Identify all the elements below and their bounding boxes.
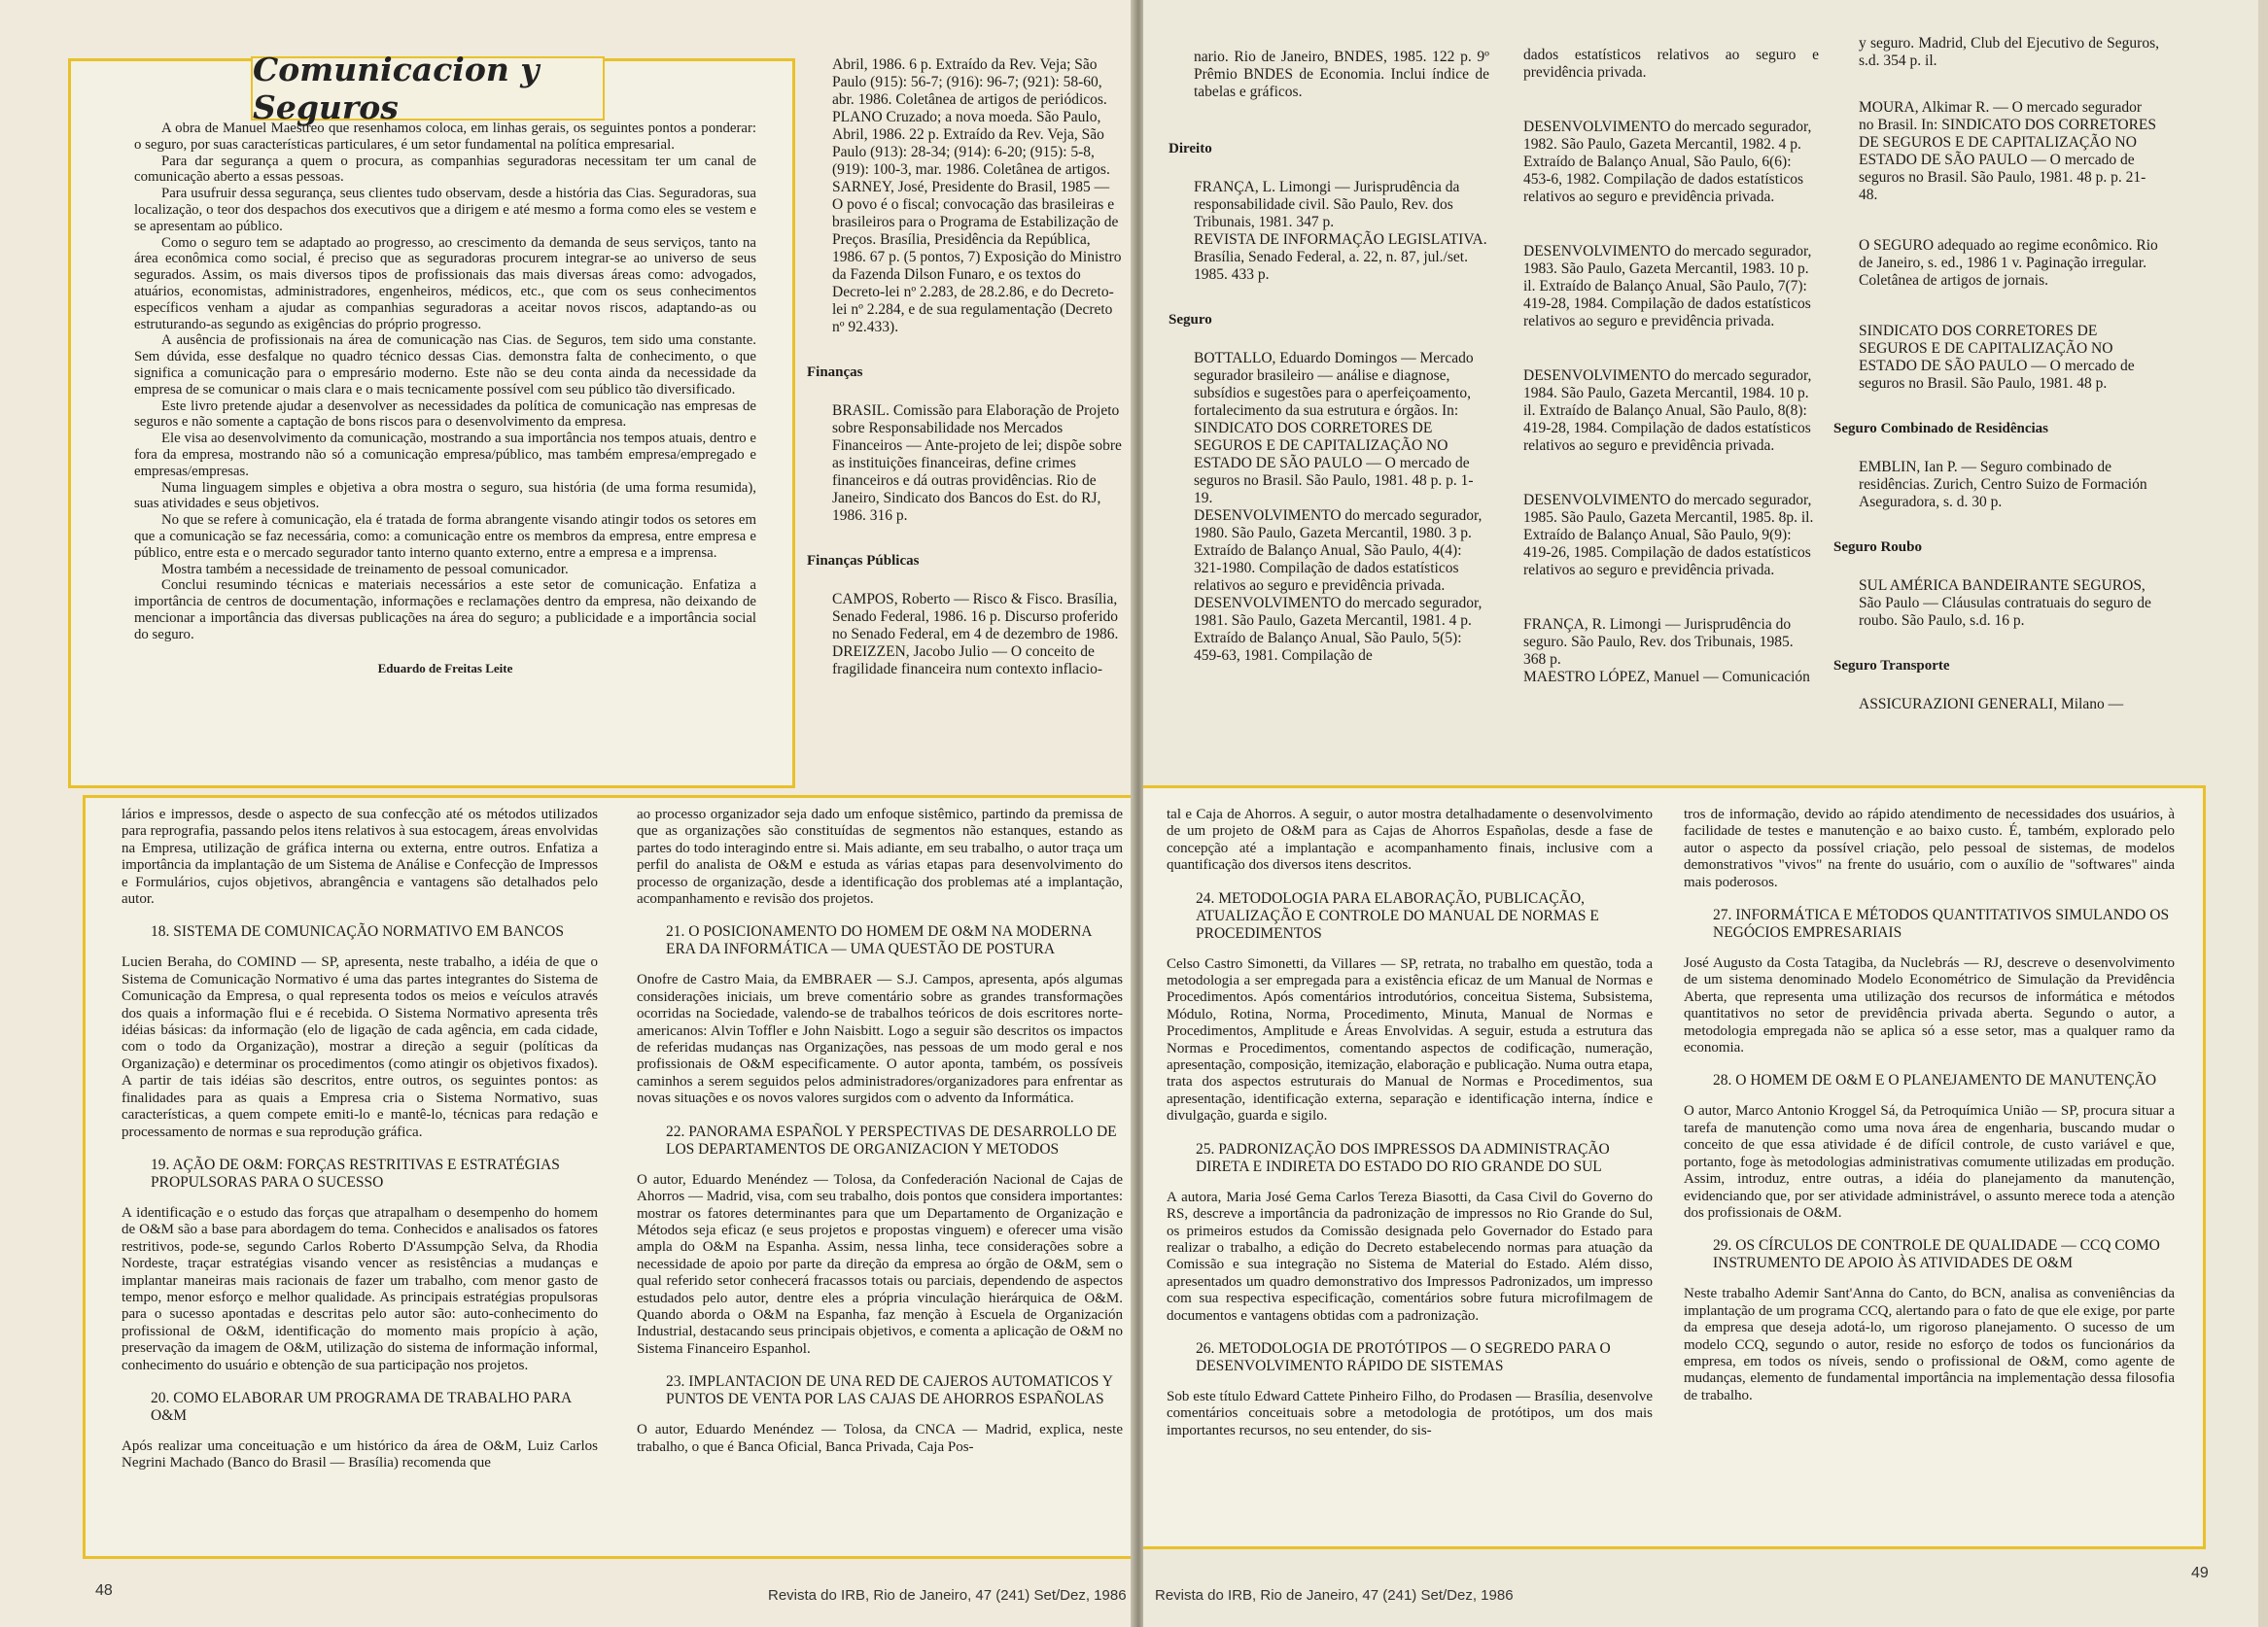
abstract-text: tros de informação, devido ao rápido atendimento de necessidades dos usuários, à facilidade de testes e manutenção e ao baixo custo. É, também, explorado pelo autor o aspecto da possível criação, pelo pessoal de sistemas, de modelos demonstrativos "vivos" na frente do usuário, com o auxílio de "softwares" ainda mais poderosos.: [1684, 807, 2175, 890]
abstract-heading: 19. AÇÃO DE O&M: FORÇAS RESTRITIVAS E ESTRATÉGIAS PROPULSORAS PARA O SUCESSO: [151, 1156, 560, 1191]
biblio-entry: DESENVOLVIMENTO do mercado segurador, 1983. São Paulo, Gazeta Mercantil, 1983. 10 p. il. Extraído de Balanço Anual, São Paulo, 7(7): 419-28, 1984. Compilação de dados estatísticos relativos ao seguro e previdência privada.: [1523, 243, 1812, 329]
review-title: Comunicacion y Seguros: [251, 56, 605, 121]
abstract-heading: 25. PADRONIZAÇÃO DOS IMPRESSOS DA ADMINISTRAÇÃO DIRETA E INDIRETA DO ESTADO DO RIO GRANDE DO SUL: [1196, 1140, 1610, 1175]
abstract-heading: 24. METODOLOGIA PARA ELABORAÇÃO, PUBLICAÇÃO, ATUALIZAÇÃO E CONTROLE DO MANUAL DE NORMAS E PROCEDIMENTOS: [1196, 889, 1599, 942]
biblio-entry: CAMPOS, Roberto — Risco & Fisco. Brasília, Senado Federal, 1986. 16 p. Discurso proferido no Senado Federal, em 4 de dezembro de 1986.: [832, 591, 1119, 642]
page-footer: Revista do IRB, Rio de Janeiro, 47 (241) Set/Dez, 1986: [768, 1587, 1127, 1604]
abstract-text: Onofre de Castro Maia, da EMBRAER — S.J. Campos, apresenta, após algumas considerações iniciais, um breve comentário sobre as grandes transformações ocorridas na Sociedade, valendo-se de trabalhos teóricos de dois escritores norte-americanos: Alvin Toffler e John Naisbitt. Logo a seguir são descritos os impactos de referidas mudanças nas Organizações, nas pessoas de um modo geral e nos profissionais de O&M especificamente. O autor aponta, também, os possíveis caminhos a serem seguidos pelos administradores/organizadores para enfrentar as novas situações e os novos valores surgidos com o advento da Informática.: [637, 972, 1123, 1107]
biblio-entry: FRANÇA, L. Limongi — Jurisprudência da responsabilidade civil. São Paulo, Rev. dos Tribunais, 1981. 347 p.: [1194, 179, 1460, 230]
abstract-text: O autor, Marco Antonio Kroggel Sá, da Petroquímica União — SP, procura situar a tarefa de manutenção como uma nova área de engenharia, buscando mudar o conceito de que essa atividade é de difícil controle, de custo variável e que, portanto, foge às metodologias administrativas comumente utilizadas em produção. Assim, introduz, entre outras, a idéia do planejamento da manutenção, evidenciando que, por ser atividade administrável, o assunto merece toda a atenção dos profissionais de O&M.: [1684, 1103, 2175, 1221]
biblio-entry: DESENVOLVIMENTO do mercado segurador, 1984. São Paulo, Gazeta Mercantil, 1984. 10 p. il. Extraído de Balanço Anual, São Paulo, 8(8): 419-28, 1984. Compilação de dados estatísticos relativos ao seguro e previdência privada.: [1523, 367, 1812, 454]
review-paragraph: No que se refere à comunicação, ela é tratada de forma abrangente visando atingir todos os setores em que a comunicação se faz necessária, como: a comunicação entre os membros da empresa, entre empresa e público, entre esta e o mercado segurador tanto interno quanto externo, entre a empresa e a imprensa.: [134, 512, 756, 561]
biblio-entry: O SEGURO adequado ao regime econômico. Rio de Janeiro, s. ed., 1986 1 v. Paginação irregular. Coletânea de artigos de jornais.: [1859, 237, 2158, 289]
biblio-entry: DREIZZEN, Jacobo Julio — O conceito de fragilidade financeira num contexto inflacio-: [832, 643, 1103, 677]
abstract-text: ao processo organizador seja dado um enfoque sistêmico, partindo da premissa de que as organizações são constituídas de segmentos não estanques, estando as partes do todo interagindo entre si. Mais adiante, em seu trabalho, o autor traça um perfil do analista de O&M e estuda as várias etapas para desenvolvimento do processo de organização, desde a identificação dos problemas até a implantação, acompanhamento e revisão dos projetos.: [637, 807, 1123, 908]
abstracts-column: [637, 807, 1123, 1545]
abstract-heading: 26. METODOLOGIA DE PROTÓTIPOS — O SEGREDO PARA O DESENVOLVIMENTO RÁPIDO DE SISTEMAS: [1196, 1339, 1611, 1374]
biblio-entry: ASSICURAZIONI GENERALI, Milano —: [1859, 696, 2124, 712]
biblio-entry: FRANÇA, R. Limongi — Jurisprudência do seguro. São Paulo, Rev. dos Tribunais, 1985. 368 p.: [1523, 616, 1794, 668]
abstract-text: José Augusto da Costa Tatagiba, da Nuclebrás — RJ, descreve o desenvolvimento de um sistema denominado Modelo Econométrico de Simulação da Previdência Aberta, que representa uma utilização dos recursos de informática e métodos quantitativos no setor de previdência privada aberta. Segundo o autor, a metodologia empregada não se aplica só a esse setor, mas a qualquer ramo da economia.: [1684, 955, 2175, 1056]
abstract-text: tal e Caja de Ahorros. A seguir, o autor mostra detalhadamente o desenvolvimento de um projeto de O&M para as Cajas de Ahorros Españolas, desde a fase de concepção até a implantação e acompanhamento finais, inclusive com a quantificação dos diversos itens descritos.: [1167, 807, 1653, 874]
page-footer: Revista do IRB, Rio de Janeiro, 47 (241) Set/Dez, 1986: [1155, 1587, 1514, 1604]
abstract-text: A autora, Maria José Gema Carlos Tereza Biasotti, da Casa Civil do Governo do RS, descreve a importância da padronização de impressos no Rio Grande do Sul, os primeiros estudos da Comissão designada pelo Governador do Estado para realizar o trabalho, a edição do Decreto estabelecendo normas para atuação da Comissão e sua integração no Sistema de Material do Estado. Além disso, apresentados um quadro demonstrativo dos Impressos Padronizados, um impresso com sua respectiva especificação, comentários sobre futura microfilmagem de documentos e vantagens obtidas com a padronização.: [1167, 1189, 1653, 1324]
abstract-heading: 27. INFORMÁTICA E MÉTODOS QUANTITATIVOS SIMULANDO OS NEGÓCIOS EMPRESARIAIS: [1713, 907, 2170, 942]
biblio-entry: SINDICATO DOS CORRETORES DE SEGUROS E DE CAPITALIZAÇÃO NO ESTADO DE SÃO PAULO — O mercado de seguros no Brasil. São Paulo, 1981. 48 p.: [1859, 323, 2135, 392]
abstract-text: Celso Castro Simonetti, da Villares — SP, retrata, no trabalho em questão, toda a metodologia a ser empregada para a existência eficaz de um Manual de Normas e Procedimentos. Após comentários introdutórios, conceitua Sistema, Subsistema, Módulo, Rotina, Norma, Procedimento, Minuta, Manual de Normas e Procedimentos, Amplitude e Áreas Envolvidas. A seguir, estuda a estrutura das Normas e Procedimentos, comentando aspectos de codificação, numeração, apresentação, composição, itemização, elaboração e publicação. Numa outra etapa, trata dos aspectos estruturais do Manual de Normas e Procedimentos, sua apresentação, identificação externa, separação e identificação interna, índice e divulgação, guarda e sigilo.: [1167, 955, 1653, 1125]
biblio-entry: PLANO Cruzado; a nova moeda. São Paulo, Abril, 1986. 22 p. Extraído da Rev. Veja, São Paulo (913): 28-34; (914): 6-20; (915): 5-8, (919): 100-3, mar. 1986. Coletânea de artigos.: [832, 109, 1110, 178]
section-heading: Finanças Públicas: [807, 553, 920, 569]
abstract-heading: 22. PANORAMA ESPAÑOL Y PERSPECTIVAS DE DESARROLLO DE LOS DEPARTAMENTOS DE ORGANIZACION Y METODOS: [666, 1123, 1117, 1158]
abstract-text: Lucien Beraha, do COMIND — SP, apresenta, neste trabalho, a idéia de que o Sistema de Comunicação Normativo é uma das partes integrantes do Sistema de Comunicação da Empresa, o qual representa todos os meios e veículos através dos quais a informação flui e é recebida. O Sistema Normativo apresenta três idéias básicas: da informação (elo de ligação de cada agência, em cada cidade, com o todo da Organização), mostrar a direção a seguir (políticas da Organização) e determinar os procedimentos (como atingir os objetivos fixados). A partir de tais idéias são descritos, entre outros, os seguintes pontos: as finalidades para as quais a Empresa cria o Sistema Normativo, suas características, a quem compete emiti-lo e mantê-lo, técnicas para redação e processamento de normas e sua reprodução gráfica.: [122, 954, 598, 1140]
section-heading: Seguro Roubo: [1833, 539, 1922, 555]
abstract-heading: 18. SISTEMA DE COMUNICAÇÃO NORMATIVO EM BANCOS: [151, 923, 564, 941]
biblio-entry: DESENVOLVIMENTO do mercado segurador, 1981. São Paulo, Gazeta Mercantil, 1981. 4 p. Extraído de Balanço Anual, São Paulo, 5(5): 459-63, 1981. Compilação de: [1194, 595, 1483, 664]
bibliography-column: [1169, 49, 1489, 787]
biblio-entry: Abril, 1986. 6 p. Extraído da Rev. Veja; São Paulo (915): 56-7; (916): 96-7; (921): 58-60, abr. 1986. Coletânea de artigos de periódicos.: [832, 56, 1107, 108]
review-paragraph: Numa linguagem simples e objetiva a obra mostra o seguro, sua história (de uma forma resumida), suas atividades e seus objetivos.: [134, 479, 756, 512]
review-paragraph: A ausência de profissionais na área de comunicação nas Cias. de Seguros, tem sido uma constante. Sem dúvida, esse desfalque no quadro técnico dessas Cias. demonstra falta de conhecimento, o que significa a comunicação para o empresário moderno. Este não se deu conta ainda da necessidade da empresa de se comunicar o mais clara e o mais tecnicamente possível com seu público tão diversificado.: [134, 332, 756, 398]
biblio-entry: EMBLIN, Ian P. — Seguro combinado de residências. Zurich, Centro Suizo de Formación Aseguradora, s. d. 30 p.: [1859, 459, 2147, 510]
abstract-heading: 29. OS CÍRCULOS DE CONTROLE DE QUALIDADE — CCQ COMO INSTRUMENTO DE APOIO ÀS ATIVIDADES DE O&M: [1713, 1237, 2160, 1272]
abstract-text: Neste trabalho Ademir Sant'Anna do Canto, do BCN, analisa as conveniências da implantação de um programa CCQ, alertando para o fato de que ele exige, por parte da empresa que deseja adotá-lo, um rigoroso planejamento. O sucesso de um modelo CCQ, segundo o autor, reside no esforço de todos os funcionários da empresa, em todos os níveis, sendo o profissional de O&M, como agente de mudanças, elemento de fundamental importância na implementação dessa filosofia de trabalho.: [1684, 1286, 2175, 1403]
bibliography-column: [1498, 47, 1819, 787]
review-paragraph: Como o seguro tem se adaptado ao progresso, ao crescimento da demanda de seus serviços, tanto na área econômica como social, é preciso que as seguradoras procurem integrar-se ao universo de seus segurados. Assim, os mais diversos tipos de profissionais das mais diversas áreas como: advogados, atuários, economistas, administradores, engenheiros, médicos, etc., que com os seus conhecimentos específicos venham a ajudar as companhias seguradoras a aceitar novos riscos, adaptando-as ou estruturando-as segundo as exigências do próprio progresso.: [134, 234, 756, 332]
biblio-entry: y seguro. Madrid, Club del Ejecutivo de Seguros, s.d. 354 p. il.: [1859, 35, 2159, 69]
abstract-heading: 23. IMPLANTACION DE UNA RED DE CAJEROS AUTOMATICOS Y PUNTOS DE VENTA POR LAS CAJAS DE AHORROS ESPAÑOLAS: [666, 1373, 1113, 1408]
biblio-entry: DESENVOLVIMENTO do mercado segurador, 1980. São Paulo, Gazeta Mercantil, 1980. 3 p. Extraído de Balanço Anual, São Paulo, 4(4): 321-1980. Compilação de dados estatísticos relativos ao seguro e previdência privada.: [1194, 507, 1483, 594]
biblio-entry: DESENVOLVIMENTO do mercado segurador, 1982. São Paulo, Gazeta Mercantil, 1982. 4 p. Extraído de Balanço Anual, São Paulo, 6(6): 453-6, 1982. Compilação de dados estatísticos relativos ao seguro e previdência privada.: [1523, 119, 1812, 205]
bibliography-column: [1833, 35, 2159, 787]
review-paragraph: Ele visa ao desenvolvimento da comunicação, mostrando a sua importância nos tempos atuais, dentro e fora da empresa, mostrando não só a comunicação empresa/público, mas também empresa/empregado e empresas/empresas.: [134, 431, 756, 479]
review-text: [134, 121, 756, 781]
review-paragraph: Conclui resumindo técnicas e materiais necessários a este setor de comunicação. Enfatiza a importância de centros de documentação, informações e reclamações dentro da empresa, não deixando de mencionar a importância das diversas publicações na área do seguro; a publicidade e a importância social do seguro.: [134, 577, 756, 642]
biblio-entry: BOTTALLO, Eduardo Domingos — Mercado segurador brasileiro — análise e diagnose, subsídios e sugestões para o aperfeiçoamento, fortalecimento da sua estrutura e órgãos. In: SINDICATO DOS CORRETORES DE SEGUROS E DE CAPITALIZAÇÃO NO ESTADO DE SÃO PAULO — O mercado de seguros no Brasil. São Paulo, 1981. 48 p. p. 1-19.: [1194, 350, 1474, 506]
abstracts-column: [1684, 807, 2175, 1536]
right-page: [1143, 0, 2268, 1627]
review-paragraph: A obra de Manuel Maestreo que resenhamos coloca, em linhas gerais, os seguintes pontos a ponderar: o seguro, por suas características particulares, é um setor fundamental na política empresarial.: [134, 121, 756, 153]
abstracts-column: [1167, 807, 1653, 1536]
review-paragraph: Mostra também a necessidade de treinamento de pessoal comunicador.: [161, 561, 569, 577]
review-paragraph: Este livro pretende ajudar a desenvolver as necessidades da política de comunicação nas empresas de seguros e não somente a captação de bons riscos para o desenvolvimento da empresa.: [134, 398, 756, 431]
abstract-text: A identificação e o estudo das forças que atrapalham o desempenho do homem de O&M são a base para abordagem do tema. Conhecidos e analisados os fatores restritivos, pode-se, segundo Carlos Roberto D'Assumpção Selva, da Rhodia Nordeste, traçar estratégias visando vencer as resistências a mudanças e implantar maneiras mais racionais de fazer um trabalho, com menor gasto de tempo, menor esforço e melhor qualidade. As principais estratégias propulsoras para o sucesso apontadas e descritas pelo autor são: auto-conhecimento do profissional de O&M, identificação do momento mais propício à ação, preservação da imagem de O&M, utilização do sistema de informação informal, conhecimento do usuário e obtenção de sua participação nos projetos.: [122, 1204, 598, 1373]
abstracts-column: [122, 807, 598, 1545]
abstract-text: Sob este título Edward Cattete Pinheiro Filho, do Prodasen — Brasília, desenvolve comentários conceituais sobre a metodologia de protótipos, um dos mais importantes recursos, no seu entender, do sis-: [1167, 1388, 1653, 1438]
page-number: 49: [2191, 1565, 2209, 1581]
biblio-entry: BRASIL. Comissão para Elaboração de Projeto sobre Responsabilidade nos Mercados Financeiros — Ante-projeto de lei; dispõe sobre as instituições financeiras, define crimes financeiros e dá outras providências. Rio de Janeiro, Sindicato dos Bancos do Est. do RJ, 1986. 316 p.: [832, 402, 1122, 524]
biblio-entry: DESENVOLVIMENTO do mercado segurador, 1985. São Paulo, Gazeta Mercantil, 1985. 8p. il. Extraído de Balanço Anual, São Paulo, 9(9): 419-26, 1985. Compilação de dados estatísticos relativos ao seguro e previdência privada.: [1523, 492, 1814, 578]
section-heading: Finanças: [807, 364, 863, 380]
review-paragraph: Para dar segurança a quem o procura, as companhias seguradoras necessitam ter um canal de comunicação aberto a essas pessoas.: [134, 153, 756, 186]
abstract-heading: 21. O POSICIONAMENTO DO HOMEM DE O&M NA MODERNA ERA DA INFORMÁTICA — UMA QUESTÃO DE POSTURA: [666, 923, 1092, 958]
section-heading: Seguro: [1169, 312, 1212, 328]
section-heading: Seguro Transporte: [1833, 658, 1950, 674]
biblio-entry: REVISTA DE INFORMAÇÃO LEGISLATIVA. Brasília, Senado Federal, a. 22, n. 87, jul./set. 1985. 433 p.: [1194, 231, 1487, 283]
biblio-entry: SARNEY, José, Presidente do Brasil, 1985 — O povo é o fiscal; convocação das brasileiras e brasileiros para o Programa de Estabilização de Preços. Brasília, Presidência da República, 1986. 67 p. (5 pontos, 7) Exposição do Ministro da Fazenda Dilson Funaro, e os textos do Decreto-lei nº 2.283, de 28.2.86, e do Decreto-lei nº 2.284, e de sua regulamentação (Decreto nº 92.433).: [832, 179, 1122, 335]
biblio-entry: nario. Rio de Janeiro, BNDES, 1985. 122 p. 9º Prêmio BNDES de Economia. Inclui índice de tabelas e gráficos.: [1194, 49, 1489, 100]
bibliography-column: [807, 56, 1123, 785]
review-signature: Eduardo de Freitas Leite: [377, 660, 513, 675]
section-heading: Direito: [1169, 141, 1212, 156]
abstract-text: Após realizar uma conceituação e um histórico da área de O&M, Luiz Carlos Negrini Machado (Banco do Brasil — Brasília) recomenda que: [122, 1437, 598, 1471]
biblio-entry: SUL AMÉRICA BANDEIRANTE SEGUROS, São Paulo — Cláusulas contratuais do seguro de roubo. São Paulo, s.d. 16 p.: [1859, 577, 2151, 629]
abstract-text: O autor, Eduardo Menéndez — Tolosa, da CNCA — Madrid, explica, neste trabalho, o que é Banca Oficial, Banca Privada, Caja Pos-: [637, 1422, 1123, 1455]
abstract-text: lários e impressos, desde o aspecto de sua confecção até os métodos utilizados para reprografia, passando pelos itens relativos à sua estocagem, áreas envolvidas na Empresa, utilização de gráfica interna ou externa, entre outros. Enfatiza a importância da implantação de um Sistema de Análise e Confecção de Impressos e Formulários, cujos objetivos, abrangência e vantagens são detalhados pelo autor.: [122, 807, 598, 908]
abstract-text: O autor, Eduardo Menéndez — Tolosa, da Confederación Nacional de Cajas de Ahorros — Madrid, visa, com seu trabalho, dois pontos que considera importantes: mostrar os fatores determinantes para que um Departamento de Organização e Métodos seja eficaz (e seus projetos e propostas vinguem) e oferecer uma visão ampla do O&M na Espanha. Assim, nessa linha, tece considerações sobre a necessidade de apoio por parte da direção da empresa ao órgão de O&M, sem o qual referido setor conhecerá fracassos totais ou parciais, dependendo de aspectos estudados pelo autor, dentre eles a própria vinculação hierárquica de O&M. Quando aborda o O&M na Espanha, faz menção à Escuela de Organización Industrial, destacando seus principais objetivos, e comenta a aplicação de O&M no Sistema Financeiro Espanhol.: [637, 1171, 1123, 1357]
abstract-heading: 28. O HOMEM DE O&M E O PLANEJAMENTO DE MANUTENÇÃO: [1713, 1072, 2157, 1090]
abstract-heading: 20. COMO ELABORAR UM PROGRAMA DE TRABALHO PARA O&M: [151, 1389, 572, 1424]
review-paragraph: Para usufruir dessa segurança, seus clientes tudo observam, desde a história das Cias. Seguradoras, sua localização, o teor dos despachos dos executivos que a dirigem e até mesmo a forma como eles se vestem e se apresentam ao público.: [134, 186, 756, 234]
page-edge: [2258, 0, 2268, 1627]
page-number: 48: [95, 1582, 113, 1599]
biblio-entry: MAESTRO LÓPEZ, Manuel — Comunicación: [1523, 669, 1810, 685]
biblio-entry: MOURA, Alkimar R. — O mercado segurador no Brasil. In: SINDICATO DOS CORRETORES DE SEGUROS E DE CAPITALIZAÇÃO NO ESTADO DE SÃO PAULO — O mercado de seguros no Brasil. São Paulo, 1981. 48 p. p. 21-48.: [1859, 99, 2157, 203]
section-heading: Seguro Combinado de Residências: [1833, 421, 2049, 436]
biblio-entry: dados estatísticos relativos ao seguro e previdência privada.: [1523, 47, 1819, 81]
